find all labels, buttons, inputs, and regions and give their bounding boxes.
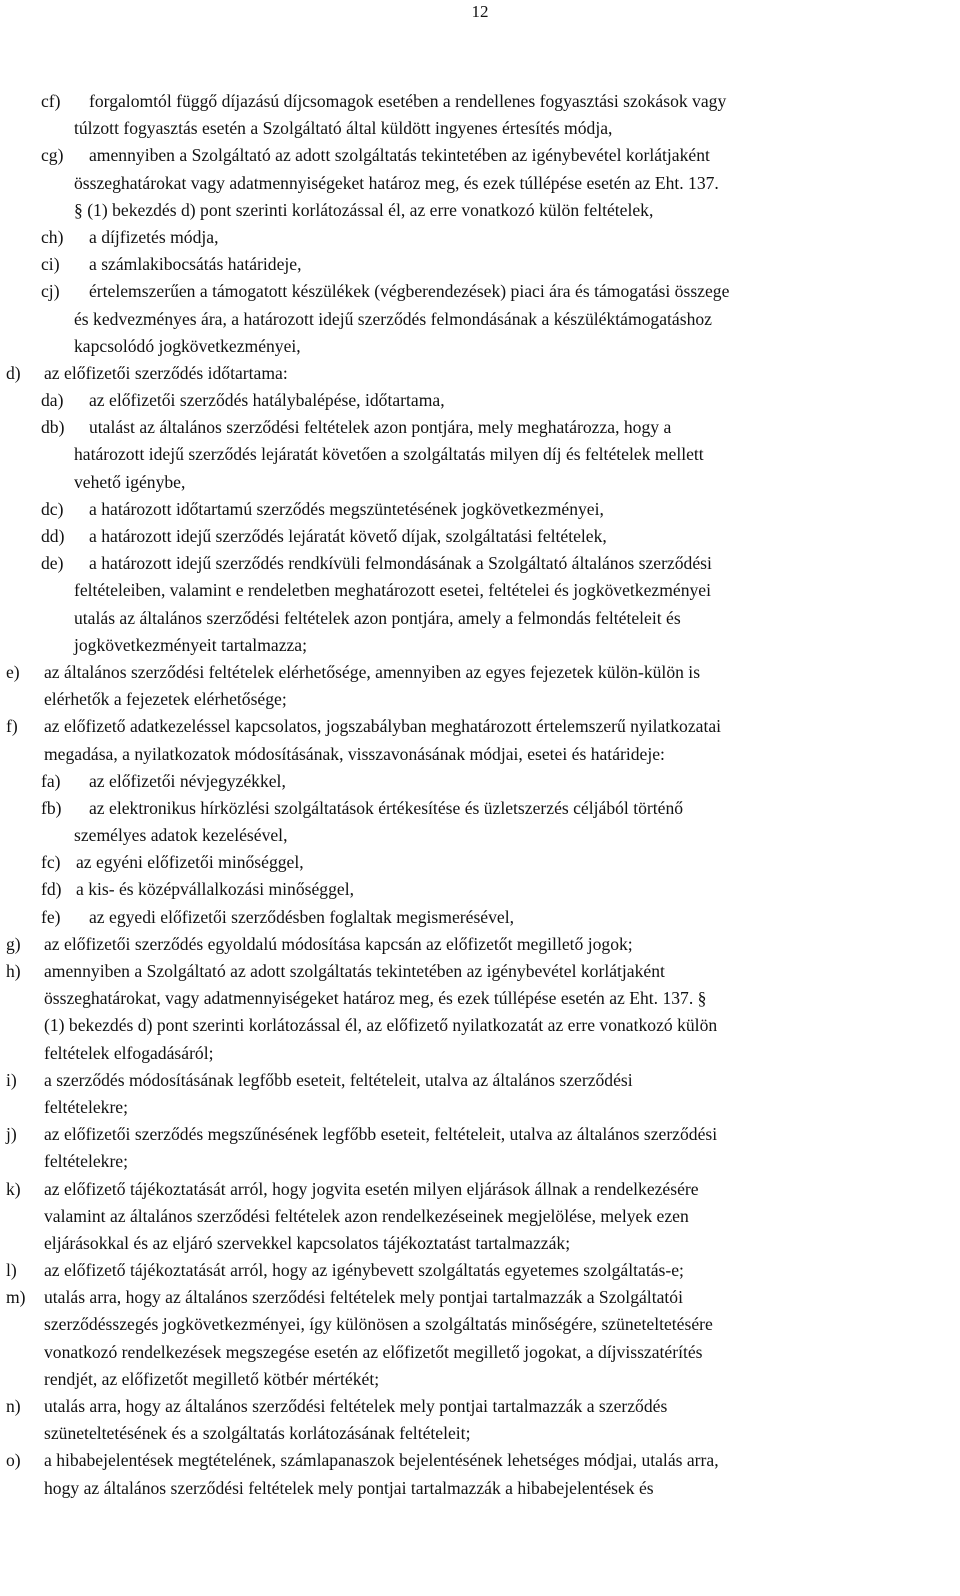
list-item-text: túlzott fogyasztás esetén a Szolgáltató által küldött ingyenes értesítés módja,	[74, 118, 613, 139]
list-item-continuation	[0, 1230, 960, 1257]
list-item-text: a határozott időtartamú szerződés megszüntetésének jogkövetkezményei,	[89, 498, 604, 519]
list-item-continuation	[0, 469, 960, 496]
list-item-continuation	[0, 170, 960, 197]
list-item-text: határozott idejű szerződés lejáratát követően a szolgáltatás milyen díj és feltételek mellett	[74, 444, 704, 465]
list-item	[0, 523, 960, 550]
list-item-text: feltételekre;	[44, 1151, 128, 1172]
list-item-label: k)	[6, 1178, 21, 1199]
list-item-label: n)	[6, 1396, 21, 1416]
list-item-label: fb)	[41, 797, 62, 818]
list-item-label: da)	[41, 390, 64, 411]
list-item-continuation	[0, 1040, 960, 1067]
list-item	[0, 795, 960, 822]
list-item-text: utalás az általános szerződési feltételek azon pontjára, amely a felmondás feltételeit és	[74, 607, 681, 628]
list-item	[0, 360, 960, 387]
list-item-text: az előfizetői szerződés időtartama:	[44, 362, 288, 383]
list-item-label: l)	[6, 1260, 17, 1281]
list-item-continuation	[0, 115, 960, 142]
list-item	[0, 1393, 960, 1420]
list-item-continuation	[0, 306, 960, 333]
list-item-text: az általános szerződési feltételek elérhetősége, amennyiben az egyes fejezetek külön-külön is	[44, 661, 701, 682]
list-item	[0, 142, 960, 169]
list-item-continuation	[0, 632, 960, 659]
list-item	[0, 1284, 960, 1311]
list-item-text: (1) bekezdés d) pont szerinti korlátozással él, az előfizető nyilatkozatát az erre vonatkozó külön	[44, 1015, 718, 1036]
list-item-text: a szerződés módosításának legfőbb eseteit, feltételeit, utalva az általános szerződési	[44, 1069, 633, 1090]
list-item-continuation	[0, 441, 960, 468]
list-item-text: feltételeiben, valamint e rendeletben meghatározott esetei, feltételei és jogkövetkezményei	[74, 580, 711, 601]
list-item-text: vonatkozó rendelkezések megszegése esetén az előfizetőt megillető jogokat, a díjvisszatérítés	[44, 1341, 703, 1362]
list-item-text: a hibabejelentések megtételének, számlapanaszok bejelentésének lehetséges módjai, utalás arra,	[44, 1450, 719, 1471]
list-item-label: db)	[41, 417, 65, 438]
list-item-text: szüneteltetésének és a szolgáltatás korlátozásának feltételeit;	[44, 1423, 471, 1444]
list-item-label: fd)	[41, 879, 62, 900]
list-item-label: dc)	[41, 498, 64, 519]
list-item-text: rendjét, az előfizetőt megillető kötbér mértékét;	[44, 1368, 380, 1389]
list-item-text: feltételekre;	[44, 1096, 128, 1117]
list-item	[0, 876, 960, 903]
list-item-text: és kedvezményes ára, a határozott idejű szerződés felmondásának a készüléktámogatáshoz	[74, 308, 712, 329]
list-item-text: a határozott idejű szerződés rendkívüli felmondásának a Szolgáltató általános szerződési	[89, 553, 712, 574]
list-item-text: forgalomtól függő díjazású díjcsomagok esetében a rendellenes fogyasztási szokások vagy	[89, 91, 727, 111]
list-item	[0, 659, 960, 686]
list-item-text: elérhetők a fejezetek elérhetősége;	[44, 689, 287, 710]
list-item-text: összeghatárokat, vagy adatmennyiségeket határoz meg, és ezek túllépése esetén az Eht. 137. §	[44, 988, 707, 1009]
list-item-label: d)	[6, 362, 21, 383]
list-item	[0, 1257, 960, 1284]
list-item-label: fe)	[41, 906, 61, 927]
list-item-continuation	[0, 1366, 960, 1393]
list-item-label: dd)	[41, 526, 65, 546]
list-item	[0, 224, 960, 251]
list-item-label: cj)	[41, 281, 60, 302]
list-item-text: kapcsolódó jogkövetkezményei,	[74, 335, 301, 356]
list-item	[0, 768, 960, 795]
list-item-text: személyes adatok kezelésével,	[74, 825, 288, 846]
list-item-text: amennyiben a Szolgáltató az adott szolgáltatás tekintetében az igénybevétel korlátjaként	[89, 145, 710, 166]
list-item-text: utalást az általános szerződési feltételek azon pontjára, mely meghatározza, hogy a	[89, 417, 672, 438]
list-item-text: feltételek elfogadásáról;	[44, 1042, 214, 1063]
list-item-continuation	[0, 1475, 960, 1502]
list-item-continuation	[0, 1420, 960, 1447]
list-item-text: az előfizetői szerződés megszűnésének legfőbb eseteit, feltételeit, utalva az általános szerződési	[44, 1124, 718, 1145]
list-item-continuation	[0, 686, 960, 713]
list-item	[0, 88, 960, 115]
list-item-text: az előfizető tájékoztatását arról, hogy jogvita esetén milyen eljárások állnak a rendelkezésére	[44, 1178, 699, 1199]
list-item-text: összeghatárokat vagy adatmennyiségeket határoz meg, és ezek túllépése esetén az Eht. 137.	[74, 172, 719, 193]
list-item-text: értelemszerűen a támogatott készülékek (végberendezések) piaci ára és támogatási összege	[89, 281, 730, 302]
list-item	[0, 550, 960, 577]
list-item	[0, 904, 960, 931]
list-item-continuation	[0, 605, 960, 632]
list-item-label: f)	[6, 716, 18, 737]
list-item-text: megadása, a nyilatkozatok módosításának, visszavonásának módjai, esetei és határideje:	[44, 743, 665, 764]
list-item-text: az egyedi előfizetői szerződésben foglaltak megismerésével,	[89, 906, 514, 927]
list-item-continuation	[0, 1094, 960, 1121]
list-item-continuation	[0, 577, 960, 604]
list-item-label: e)	[6, 661, 20, 682]
list-item-text: az előfizetői szerződés hatálybalépése, időtartama,	[89, 390, 445, 411]
list-item-label: fc)	[41, 852, 61, 873]
list-item-text: eljárásokkal és az eljáró szervekkel kapcsolatos tájékoztatást tartalmazzák;	[44, 1232, 571, 1253]
list-item-text: amennyiben a Szolgáltató az adott szolgáltatás tekintetében az igénybevétel korlátjaként	[44, 961, 665, 981]
list-item	[0, 958, 960, 985]
list-item-label: de)	[41, 553, 64, 574]
list-item-text: az egyéni előfizetői minőséggel,	[76, 852, 304, 873]
list-item-label: h)	[6, 961, 21, 981]
list-item-continuation	[0, 1311, 960, 1338]
list-item-text: § (1) bekezdés d) pont szerinti korlátozással él, az erre vonatkozó külön feltételek,	[74, 199, 654, 220]
list-item-continuation	[0, 1012, 960, 1039]
list-item	[0, 931, 960, 958]
list-item	[0, 496, 960, 523]
list-item-continuation	[0, 333, 960, 360]
list-item-label: g)	[6, 933, 21, 954]
list-item-text: az előfizetői névjegyzékkel,	[89, 770, 286, 791]
list-item-text: szerződésszegés jogkövetkezményei, így különösen a szolgáltatás minőségére, szüneteltetésére	[44, 1314, 713, 1335]
page-number: 12	[471, 2, 489, 21]
list-item	[0, 414, 960, 441]
list-item-continuation	[0, 1148, 960, 1175]
list-item	[0, 387, 960, 414]
list-item	[0, 1176, 960, 1203]
list-item-label: cf)	[41, 91, 61, 111]
list-item-label: o)	[6, 1450, 21, 1471]
list-item-continuation	[0, 1339, 960, 1366]
list-item-text: az előfizető adatkezeléssel kapcsolatos, jogszabályban meghatározott értelemszerű nyilatkozatai	[44, 716, 722, 737]
list-item-label: m)	[6, 1287, 26, 1308]
list-item-text: jogkövetkezményeit tartalmazza;	[74, 634, 308, 655]
list-item	[0, 713, 960, 740]
list-item-label: cg)	[41, 145, 64, 166]
list-item-text: utalás arra, hogy az általános szerződési feltételek mely pontjai tartalmazzák a Szolgáltatói	[44, 1287, 683, 1308]
list-item	[0, 1447, 960, 1474]
list-item-label: ch)	[41, 226, 64, 247]
list-item-label: ci)	[41, 254, 60, 275]
list-item-continuation	[0, 985, 960, 1012]
list-item	[0, 1067, 960, 1094]
list-item-text: vehető igénybe,	[74, 471, 186, 492]
list-item-text: a díjfizetés módja,	[89, 226, 219, 247]
list-item-text: a kis- és középvállalkozási minőséggel,	[76, 879, 354, 900]
list-item-label: i)	[6, 1069, 17, 1090]
list-item-text: a számlakibocsátás határideje,	[89, 254, 302, 275]
list-item-text: utalás arra, hogy az általános szerződési feltételek mely pontjai tartalmazzák a szerződés	[44, 1396, 668, 1416]
list-item-text: hogy az általános szerződési feltételek mely pontjai tartalmazzák a hibabejelentések és	[44, 1477, 654, 1498]
list-item-label: j)	[6, 1124, 17, 1145]
list-item-text: az elektronikus hírközlési szolgáltatások értékesítése és üzletszerzés céljából történő	[89, 797, 684, 818]
list-item-text: valamint az általános szerződési feltételek azon rendelkezéseinek megjelölése, melyek ezen	[44, 1205, 689, 1226]
document-body	[0, 88, 960, 1502]
list-item-label: fa)	[41, 770, 61, 791]
list-item-continuation	[0, 197, 960, 224]
list-item	[0, 1121, 960, 1148]
list-item	[0, 251, 960, 278]
list-item-text: az előfizető tájékoztatását arról, hogy az igénybevett szolgáltatás egyetemes szolgáltatás-e;	[44, 1260, 684, 1281]
list-item-text: a határozott idejű szerződés lejáratát követő díjak, szolgáltatási feltételek,	[89, 526, 607, 546]
list-item-continuation	[0, 1203, 960, 1230]
list-item	[0, 278, 960, 305]
list-item-continuation	[0, 822, 960, 849]
list-item-text: az előfizetői szerződés egyoldalú módosítása kapcsán az előfizetőt megillető jogok;	[44, 933, 633, 954]
list-item	[0, 849, 960, 876]
list-item-continuation	[0, 741, 960, 768]
